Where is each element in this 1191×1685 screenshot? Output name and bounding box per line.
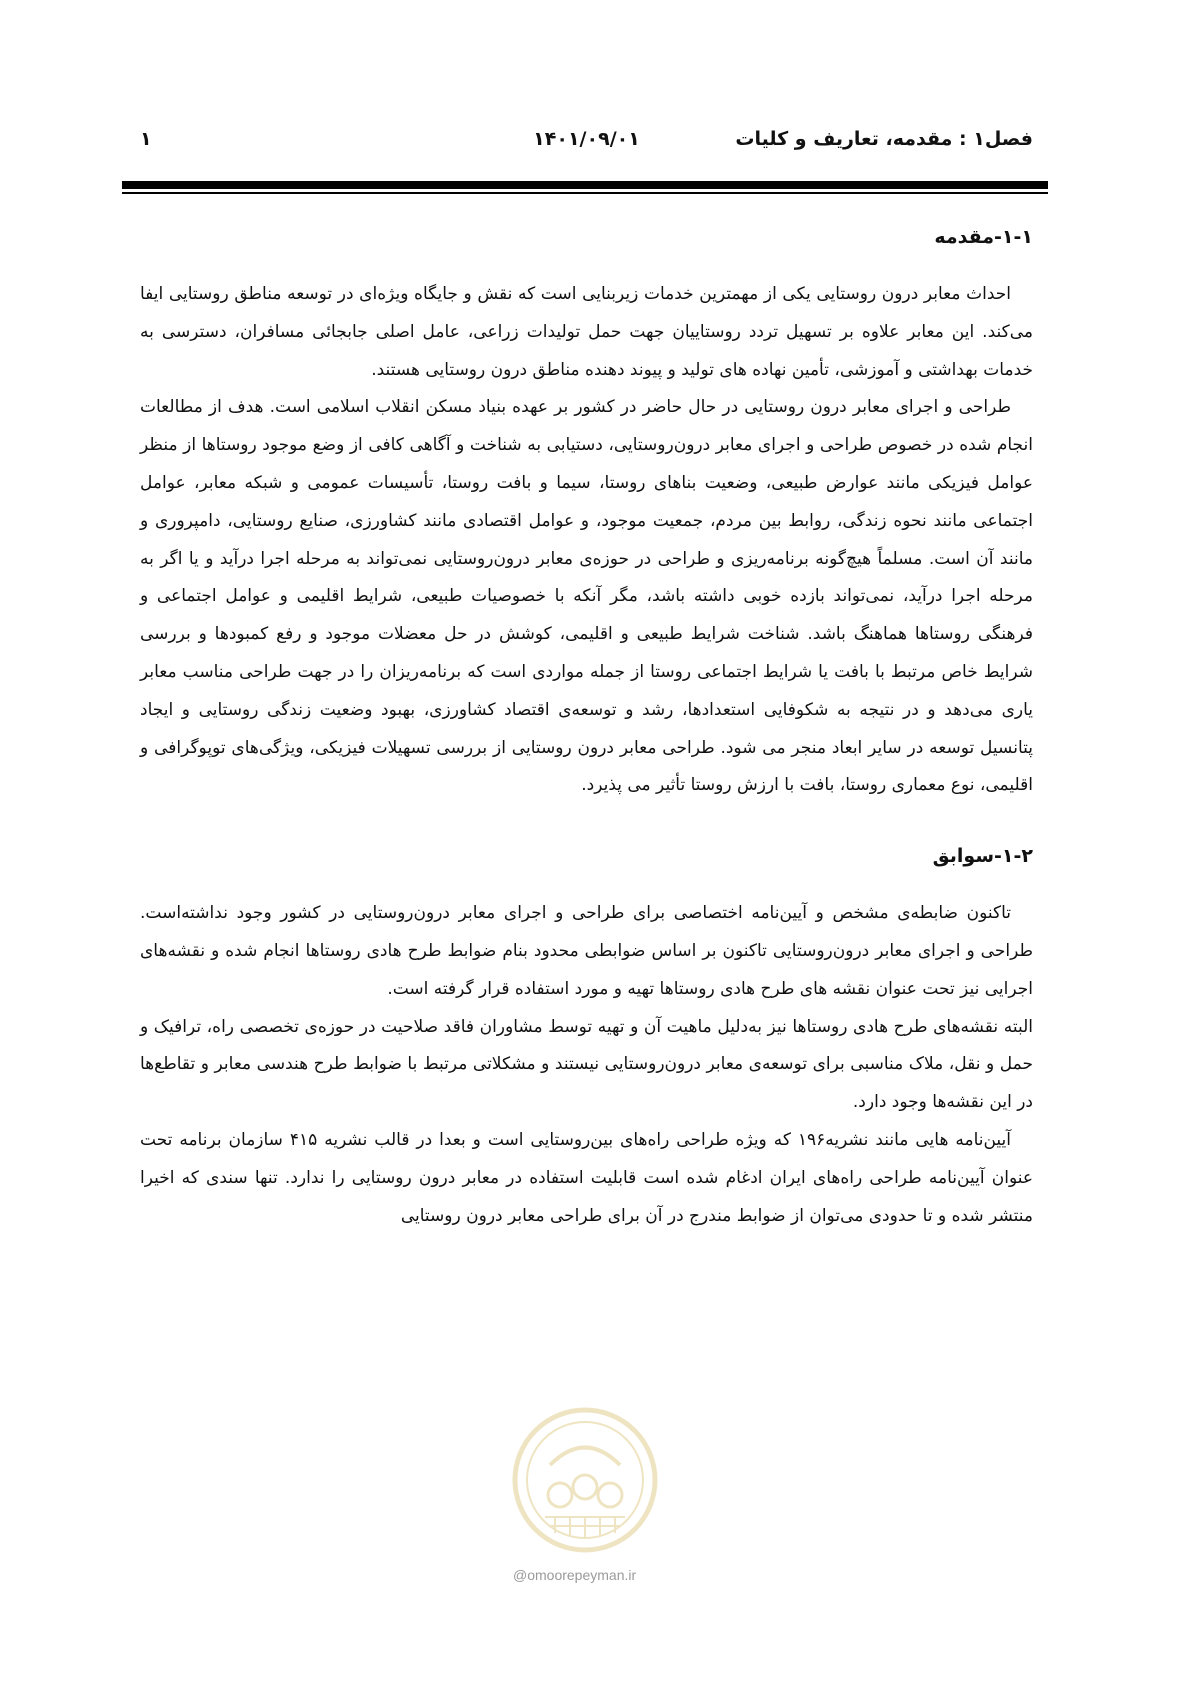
header-rule-thick [122, 181, 1048, 189]
paragraph: تاکنون ضابطه‌ی مشخص و آیین‌نامه اختصاصی برای طراحی و اجرای معابر درون‌روستایی در کشور وجود نداشته‌است. طراحی و اجرای معابر درون‌روستایی تاکنون بر اساس ضوابطی محدود بنام ضوابط طرح هادی روستاها انجام شده و نقشه‌های اجرایی نیز تحت عنوان نقشه های طرح هادی روستاها تهیه و مورد استفاده قرار گرفته است. [140, 903, 1033, 999]
paragraph: آیین‌نامه هایی مانند نشریه۱۹۶ که ویژه طراحی راه‌های بین‌روستایی است و بعدا در قالب نشریه ۴۱۵ سازمان برنامه تحت عنوان آیین‌نامه طراحی راه‌های ایران ادغام شده است قابلیت استفاده در معابر درون روستایی را ندارد. تنها سندی که اخیرا منتشر شده و تا حدودی می‌توان از ضوابط مندرج در آن برای طراحی معابر درون روستایی [140, 1129, 1033, 1226]
header-rule-thin [122, 192, 1048, 194]
watermark-seal-icon [510, 1405, 660, 1555]
document-body [140, 220, 1033, 1235]
page-header [140, 128, 1033, 164]
header-date: ۱۴۰۱/۰۹/۰۱ [533, 128, 640, 150]
paragraph: البته نقشه‌های طرح هادی روستاها نیز به‌دلیل ماهیت آن و تهیه توسط مشاوران فاقد صلاحیت در حوزه‌ی تخصصی راه، ترافیک و حمل و نقل، ملاک مناسبی برای توسعه‌ی معابر درون‌روستایی نیستند و مشکلاتی مرتبط با ضوابط طرح هندسی معابر و تقاطع‌ها در این نقشه‌ها وجود دارد. [140, 1016, 1033, 1113]
section-heading-background: ۱-۲-سوابق [932, 845, 1033, 868]
paragraph: احداث معابر درون روستایی یکی از مهمترین خدمات زیربنایی است که نقش و جایگاه ویژه‌ای در توسعه مناطق روستایی ایفا می‌کند. این معابر علاوه بر تسهیل تردد روستاییان جهت حمل تولیدات زراعی، عامل اصلی جابجائی مسافران، دسترسی به خدمات بهداشتی و آموزشی، تأمین نهاده های تولید و پیوند دهنده مناطق درون روستایی هستند. [140, 284, 1033, 380]
section-heading-introduction: ۱-۱-مقدمه [934, 226, 1033, 248]
chapter-title: فصل۱ : مقدمه، تعاریف و کلیات [735, 128, 1033, 150]
page-number: ۱ [140, 128, 152, 150]
watermark-text: @omoorepeyman.ir [513, 1567, 637, 1583]
paragraph: طراحی و اجرای معابر درون روستایی در حال حاضر در کشور بر عهده بنیاد مسکن انقلاب اسلامی است. هدف از مطالعات انجام شده در خصوص طراحی و اجرای معابر درون‌روستایی، دستیابی به شناخت و آگاهی کافی از وضع موجود روستاها از منظر عوامل فیزیکی مانند عوارض طبیعی، وضعیت بناهای روستا، سیما و بافت روستا، تأسیسات عمومی و شبکه معابر، عوامل اجتماعی مانند نحوه زندگی، روابط بین مردم، جمعیت موجود، و عوامل اقتصادی مانند کشاورزی، صنایع روستایی، دامپروری و مانند آن است. مسلماً هیچ‌گونه برنامه‌ریزی و طراحی در حوزه‌ی معابر درون‌روستایی نمی‌تواند به مرحله اجرا درآید و یا اگر به مرحله اجرا درآید، نمی‌تواند بازده خوبی داشته باشد، مگر آنکه با خصوصیات طبیعی، شرایط اقلیمی و عوامل اجتماعی و فرهنگی روستاها هماهنگ باشد. شناخت شرایط طبیعی و اقلیمی، کوشش در حل معضلات موجود و رفع کمبودها و بررسی شرایط خاص مرتبط با بافت یا شرایط اجتماعی روستا از جمله مواردی است که برنامه‌ریزان را در جهت طراحی مناسب معابر یاری می‌دهد و در نتیجه به شکوفایی استعدادها، رشد و توسعه‌ی اقتصاد کشاورزی، بهبود وضعیت زندگی روستایی و ایجاد پتانسیل توسعه در سایر ابعاد منجر می شود. طراحی معابر درون روستایی از بررسی تسهیلات فیزیکی، ویژگی‌های توپوگرافی و اقلیمی، نوع معماری روستا، بافت با ارزش روستا تأثیر می پذیرد. [140, 397, 1033, 796]
